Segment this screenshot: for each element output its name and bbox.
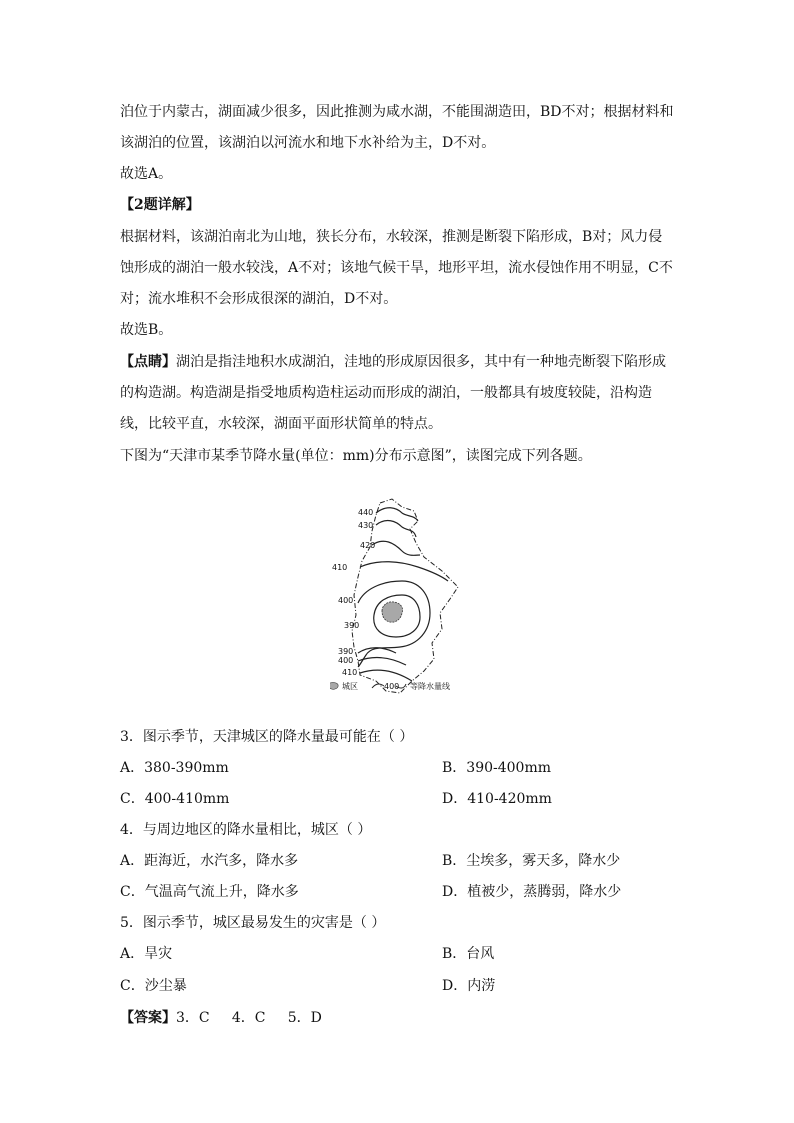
question5-option-d[interactable]: D．内涝 (442, 978, 496, 994)
heading-question2: 【2题详解】 (120, 197, 200, 213)
legend-isoline-value: 400 (384, 682, 400, 691)
note-line1 (120, 352, 680, 372)
legend-isoline-label: 等降水量线 (410, 682, 450, 691)
legend-city-swatch (330, 683, 338, 690)
question3-option-d[interactable]: D．410-420mm (442, 791, 552, 807)
label-440: 440 (358, 508, 374, 517)
isoline-440 (376, 508, 418, 521)
precipitation-map (330, 495, 460, 700)
question4-option-c[interactable]: C．气温高气流上升，降水多 (120, 884, 299, 900)
question3-option-c[interactable]: C．400-410mm (120, 791, 230, 807)
note-label: 【点睛】 (120, 354, 176, 370)
note-text1: 湖泊是指洼地积水成湖泊，洼地的形成原因很多，其中有一种地壳断裂下陷形成 (176, 354, 666, 370)
label-410: 410 (332, 563, 348, 572)
note-line2: 的构造湖。构造湖是指受地质构造柱运动而形成的湖泊，一般都具有坡度较陡，沿构造 (120, 385, 652, 401)
label-400-south: 400 (338, 656, 354, 665)
answer-label: 【答案】 (120, 1010, 176, 1026)
question5-option-c[interactable]: C．沙尘暴 (120, 978, 187, 994)
question5-option-b[interactable]: B．台风 (442, 946, 495, 962)
paragraph2-line1: 根据材料，该湖泊南北为山地，狭长分布，水较深，推测是断裂下陷形成，B对；风力侵 (120, 229, 663, 245)
city-area (382, 602, 403, 622)
question5-option-a[interactable]: A．旱灾 (120, 946, 173, 962)
paragraph2-line2: 蚀形成的湖泊一般水较浅，A不对；该地气候干旱，地形平坦，流水侵蚀作用不明显，C不 (120, 260, 673, 276)
answer-text: 3．C 4．C 5．D (176, 1010, 322, 1026)
answer-line (120, 1008, 680, 1028)
question5-stem: 5．图示季节，城区最易发生的灾害是（ ） (120, 915, 386, 931)
intro-line: 下图为“天津市某季节降水量(单位：mm)分布示意图”，读图完成下列各题。 (120, 448, 592, 464)
question3-option-a[interactable]: A．380-390mm (120, 760, 229, 776)
label-390-south: 390 (338, 647, 354, 656)
choice1-line: 故选A。 (120, 166, 173, 182)
question4-stem: 4．与周边地区的降水量相比，城区（ ） (120, 822, 372, 838)
paragraph1-line2: 该湖泊的位置，该湖泊以河流水和地下水补给为主，D不对。 (120, 135, 496, 151)
label-390: 390 (344, 621, 360, 630)
label-400: 400 (338, 596, 354, 605)
label-420: 420 (360, 541, 376, 550)
choice2-line: 故选B。 (120, 322, 173, 338)
question4-option-a[interactable]: A．距海近，水汽多，降水多 (120, 853, 299, 869)
note-line3: 线，比较平直，水较深，湖面平面形状简单的特点。 (120, 416, 442, 432)
question3-stem: 3．图示季节，天津城区的降水量最可能在（ ） (120, 729, 414, 745)
paragraph1-line1: 泊位于内蒙古，湖面减少很多，因此推测为咸水湖，不能围湖造田，BD不对；根据材料和 (120, 104, 674, 120)
label-410-south: 410 (342, 668, 358, 677)
isoline-400-south (358, 658, 406, 665)
isoline-410-south (360, 670, 412, 681)
question4-option-b[interactable]: B．尘埃多，雾天多，降水少 (442, 853, 621, 869)
question3-option-b[interactable]: B．390-400mm (442, 760, 552, 776)
legend-city-label: 城区 (342, 682, 358, 691)
question4-option-d[interactable]: D．植被少，蒸腾弱，降水少 (442, 884, 622, 900)
isoline-420 (372, 541, 420, 555)
isoline-410-north (360, 562, 448, 581)
paragraph2-line3: 对；流水堆积不会形成很深的湖泊，D不对。 (120, 291, 398, 307)
label-430: 430 (358, 521, 374, 530)
legend-isoline-swatch (372, 684, 384, 688)
